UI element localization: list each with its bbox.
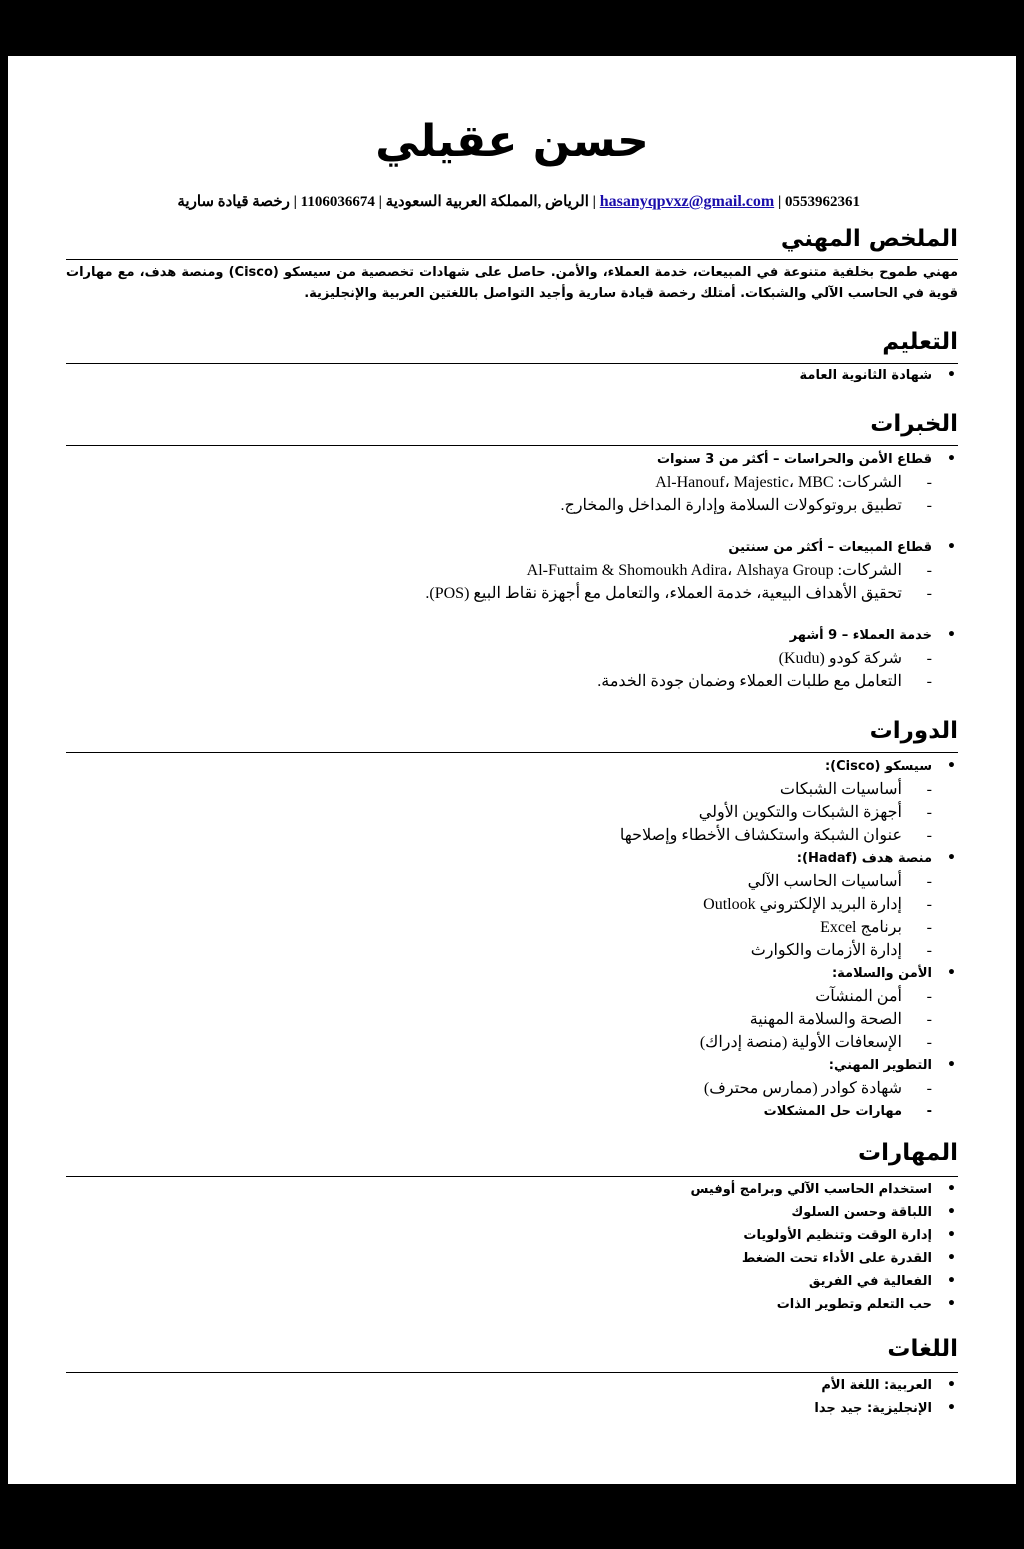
course-detail: - برنامج Excel	[620, 916, 902, 939]
skill-item: • الفعالية في الفريق	[691, 1270, 932, 1293]
language-item: • الإنجليزية: جيد جدا	[814, 1397, 932, 1420]
experience-detail: - شركة كودو (Kudu)	[425, 647, 902, 670]
course-detail: - الصحة والسلامة المهنية	[620, 1008, 902, 1031]
experience-heading: قطاع المبيعات – أكثر من سنتين	[728, 540, 932, 555]
experience-detail: - تطبيق بروتوكولات السلامة وإدارة المداخل والمخارج.	[425, 494, 902, 517]
experience-item	[425, 536, 932, 624]
course-detail: - أمن المنشآت	[620, 985, 902, 1008]
experience-heading: قطاع الأمن والحراسات – أكثر من 3 سنوات	[656, 452, 932, 467]
experience-item	[425, 448, 932, 536]
summary-text: مهني طموح بخلفية متنوعة في المبيعات، خدمة العملاء، والأمن. حاصل على شهادات تخصصية من سيسكو (Cisco) ومنصة هدف، مع مهارات قوية في الحاسب الآلي والشبكات. أمتلك رخصة قيادة سارية وأجيد التواصل باللغتين العربية والإنجليزية.	[66, 265, 958, 301]
course-item	[620, 847, 932, 962]
experience-detail: - تحقيق الأهداف البيعية، خدمة العملاء، والتعامل مع أجهزة نقاط البيع (POS).	[425, 582, 902, 605]
contact-license: رخصة قيادة سارية	[177, 194, 290, 210]
candidate-name: حسن عقيلي	[375, 116, 649, 167]
languages-rule	[66, 1372, 958, 1373]
course-detail: - الإسعافات الأولية (منصة إدراك)	[620, 1031, 902, 1054]
education-title: التعليم	[882, 329, 958, 355]
course-detail: - أساسيات الحاسب الآلي	[620, 870, 902, 893]
course-detail: - إدارة البريد الإلكتروني Outlook	[620, 893, 902, 916]
experience-detail: - الشركات: Al-Futtaim & Shomoukh Adira، Alshaya Group	[425, 559, 902, 582]
course-detail: - مهارات حل المشكلات	[620, 1100, 902, 1123]
course-detail: - عنوان الشبكة واستكشاف الأخطاء وإصلاحها	[620, 824, 902, 847]
course-heading: سيسكو (Cisco):	[824, 759, 932, 774]
contact-email-link[interactable]: hasanyqpvxz@gmail.com	[599, 193, 775, 210]
contact-id-number: 1106036674	[300, 194, 375, 210]
courses-title: الدورات	[869, 718, 958, 744]
courses-rule	[66, 752, 958, 753]
skill-item: • القدرة على الأداء تحت الضغط	[691, 1247, 932, 1270]
experience-rule	[66, 445, 958, 446]
course-item	[620, 755, 932, 847]
skill-item: • حب التعلم وتطوير الذات	[691, 1293, 932, 1316]
courses-list	[620, 755, 932, 1123]
experience-list	[425, 448, 932, 693]
education-list	[800, 364, 932, 387]
experience-detail: - التعامل مع طلبات العملاء وضمان جودة الخدمة.	[425, 670, 902, 693]
contact-line: 0553962361 | hasanyqpvxz@gmail.com | الرياض ,المملكة العربية السعودية | 1106036674 | رخصة قيادة سارية	[177, 193, 860, 210]
skills-rule	[66, 1176, 958, 1177]
resume-page	[8, 56, 1016, 1484]
course-heading: التطوير المهني:	[828, 1058, 932, 1073]
course-detail: - أساسيات الشبكات	[620, 778, 902, 801]
course-detail: - إدارة الأزمات والكوارث	[620, 939, 902, 962]
experience-title: الخبرات	[870, 411, 958, 437]
language-item: • العربية: اللغة الأم	[814, 1374, 932, 1397]
course-item	[620, 962, 932, 1054]
education-item: • شهادة الثانوية العامة	[800, 364, 932, 387]
skill-item: • استخدام الحاسب الآلي وبرامج أوفيس	[691, 1178, 932, 1201]
course-item	[620, 1054, 932, 1123]
course-heading: الأمن والسلامة:	[831, 966, 932, 981]
summary-title: الملخص المهني	[780, 226, 958, 252]
summary-rule	[66, 259, 958, 260]
contact-location: الرياض ,المملكة العربية السعودية	[385, 194, 589, 210]
contact-phone: 0553962361	[785, 194, 860, 210]
skill-item: • إدارة الوقت وتنظيم الأولويات	[691, 1224, 932, 1247]
languages-title: اللغات	[887, 1336, 958, 1362]
experience-detail: - الشركات: Al-Hanouf، Majestic، MBC	[425, 471, 902, 494]
skills-title: المهارات	[858, 1140, 958, 1166]
skills-list	[691, 1178, 932, 1316]
languages-list	[814, 1374, 932, 1420]
experience-item	[425, 624, 932, 693]
course-detail: - شهادة كوادر (ممارس محترف)	[620, 1077, 902, 1100]
course-heading: منصة هدف (Hadaf):	[796, 851, 932, 866]
course-detail: - أجهزة الشبكات والتكوين الأولي	[620, 801, 902, 824]
experience-heading: خدمة العملاء – 9 أشهر	[789, 628, 932, 643]
skill-item: • اللباقة وحسن السلوك	[691, 1201, 932, 1224]
